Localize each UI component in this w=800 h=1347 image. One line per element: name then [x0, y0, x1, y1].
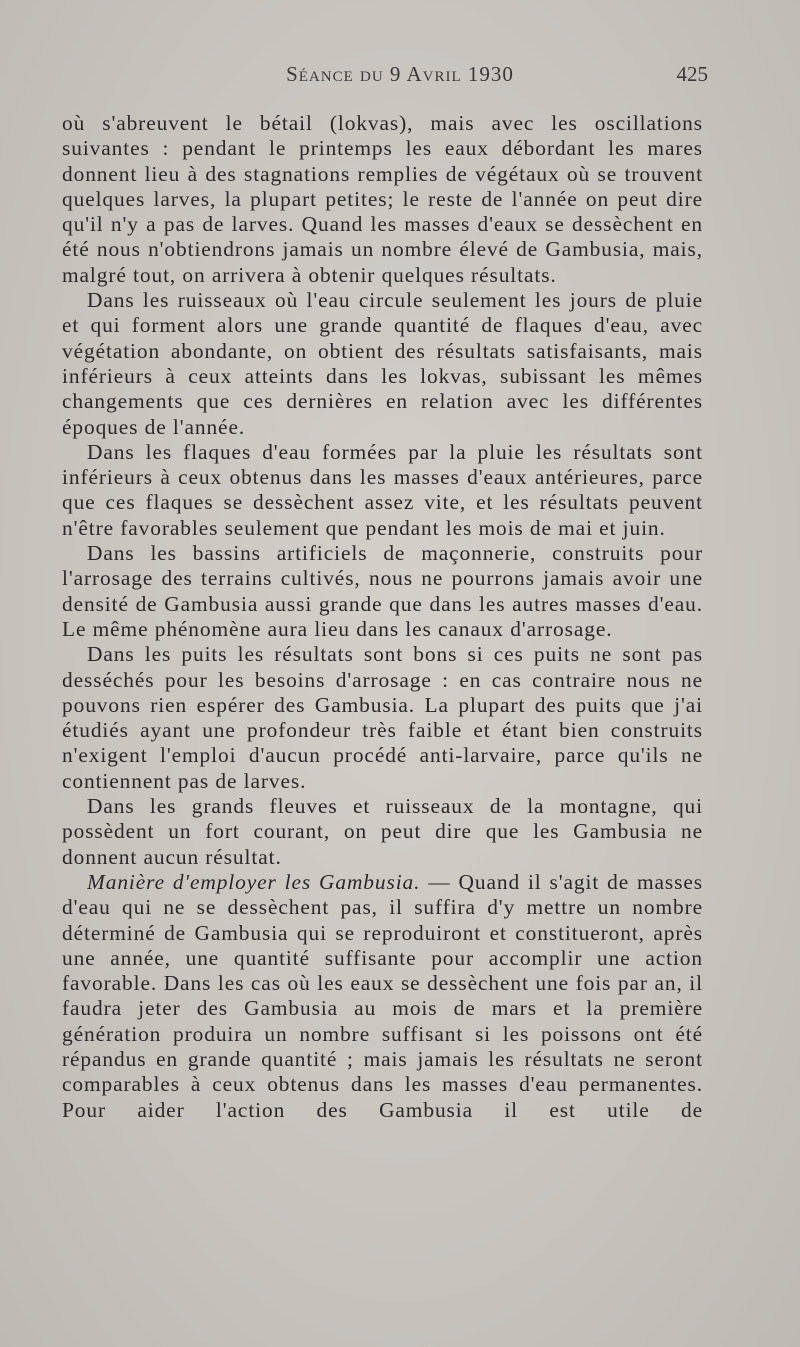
paragraph: Dans les puits les résultats sont bons si ces puits ne sont pas desséchés pour les besoins d'arrosage : en cas contraire nous ne pouvons rien espérer des Gambusia. La plupart des puits que j'ai étudiés ayant une profondeur très faible et étant bien construits n'exigent l'emploi d'aucun procédé anti-larvaire, parce qu'ils ne contiennent pas de larves.: [62, 642, 703, 793]
paragraph: Dans les bassins artificiels de maçonnerie, construits pour l'arrosage des terrains cultivés, nous ne pourrons jamais avoir une densité de Gambusia aussi grande que dans les autres masses d'eau. Le même phénomène aura lieu dans les canaux d'arrosage.: [62, 541, 703, 641]
paragraph: Dans les flaques d'eau formées par la pluie les résultats sont inférieurs à ceux obtenus dans les masses d'eaux antérieures, parce que ces flaques se dessèchent assez vite, et les résultats peuvent n'être favorables seulement que pendant les mois de mai et juin.: [62, 439, 703, 540]
paragraph: Dans les ruisseaux où l'eau circule seulement les jours de pluie et qui forment alors une grande quantité de flaques d'eau, avec végétation abondante, on obtient des résultats satisfaisants, mais inférieurs à ceux atteints dans les lokvas, subissant les mêmes changements que ces dernières en relation avec les différentes époques de l'année.: [62, 288, 703, 439]
paragraph: où s'abreuvent le bétail (lokvas), mais avec les oscillations suivantes : pendant le printemps les eaux débordant les mares donnent lieu à des stagnations remplies de végétaux où se trouvent quelques larves, la plupart petites; le reste de l'année on peut dire qu'il n'y a pas de larves. Quand les masses d'eaux se dessèchent en été nous n'obtiendrons jamais un nombre élevé de Gambusia, mais, malgré tout, on arrivera à obtenir quelques résultats.: [62, 111, 703, 287]
page-header: [0, 62, 800, 92]
running-head: Séance du 9 Avril 1930: [286, 62, 514, 86]
section-heading-italic: Manière d'employer les Gambusia.: [87, 869, 421, 894]
body-text: [62, 111, 703, 1123]
page-number: 425: [676, 62, 708, 86]
paragraph-last: [62, 870, 703, 1123]
paragraph-text: — Quand il s'agit de masses d'eau qui ne se dessèchent pas, il suffira d'y mettre un nombre déterminé de Gambusia qui se reproduiront et constitueront, après une année, une quantité suffisante pour accomplir une action favorable. Dans les cas où les eaux se dessèchent une fois par an, il faudra jeter des Gambusia au mois de mars et la première génération produira un nombre suffisant si les poissons ont été répandus en grande quantité ; mais jamais les résultats ne seront comparables à ceux obtenus dans les masses d'eau permanentes. Pour aider l'action des Gambusia il est utile de: [62, 869, 703, 1122]
paragraph: Dans les grands fleuves et ruisseaux de la montagne, qui possèdent un fort courant, on peut dire que les Gambusia ne donnent aucun résultat.: [62, 794, 703, 869]
